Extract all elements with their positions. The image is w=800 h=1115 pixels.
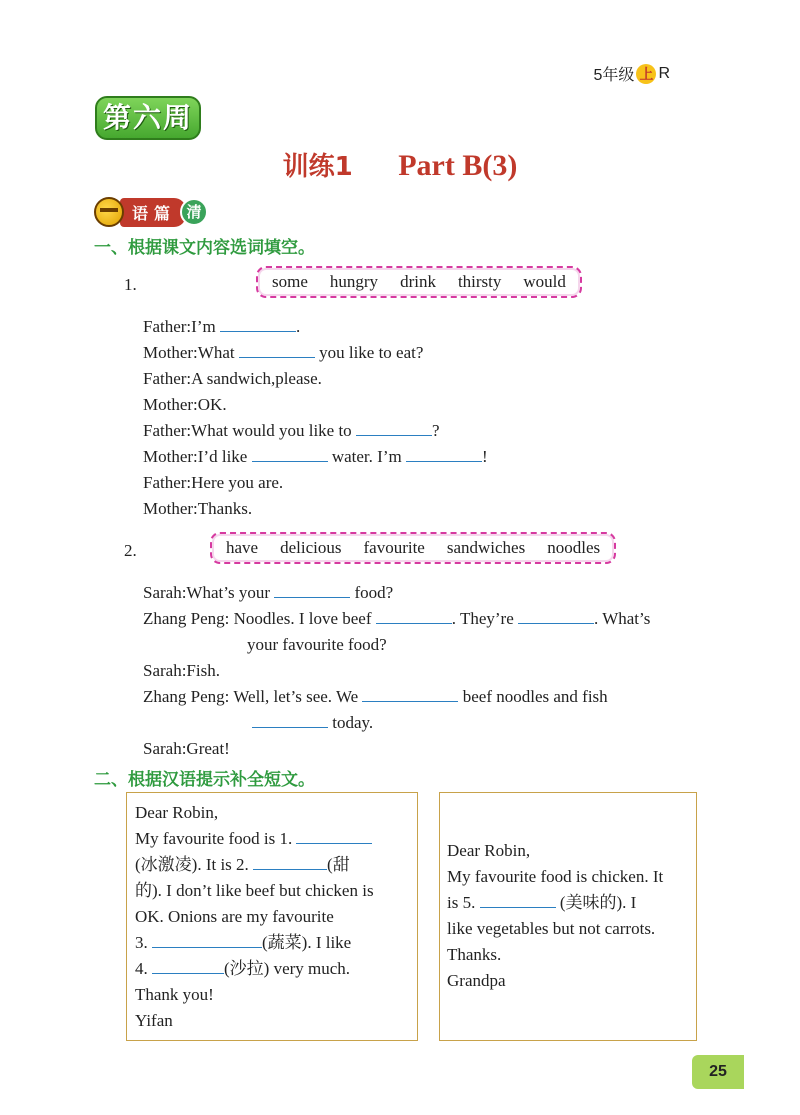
letter-line: Thank you! bbox=[135, 985, 214, 1004]
answer-blank[interactable] bbox=[362, 687, 458, 702]
week-badge: 第六周 bbox=[95, 96, 201, 140]
dialog-line: Mother:What you like to eat? bbox=[143, 343, 424, 362]
dialog-line: today. bbox=[252, 713, 373, 733]
title-part: Part B(3) bbox=[398, 149, 518, 182]
grade-label bbox=[594, 62, 670, 85]
answer-blank[interactable] bbox=[239, 343, 315, 358]
letter-line: Thanks. bbox=[447, 945, 502, 964]
dialog-line: Sarah:What’s your food? bbox=[143, 583, 394, 602]
answer-blank[interactable] bbox=[480, 893, 556, 908]
letter-line: Dear Robin, bbox=[135, 803, 219, 822]
page-number: 25 bbox=[692, 1055, 744, 1089]
dialog-line: Father:What would you like to ? bbox=[143, 421, 440, 440]
answer-blank[interactable] bbox=[296, 829, 372, 844]
dialog-line: Mother:I’d like water. I’m ! bbox=[143, 447, 488, 466]
word-bank-item: hungry bbox=[329, 272, 379, 291]
question-2-heading: 二、根据汉语提示补全短文。 bbox=[94, 770, 315, 790]
word-bank-item: delicious bbox=[280, 538, 342, 557]
bee-icon bbox=[94, 197, 124, 227]
letter-1 bbox=[135, 800, 407, 1034]
letter-line: like vegetables but not carrots. bbox=[447, 919, 656, 938]
word-bank-item: noodles bbox=[547, 538, 601, 557]
letter-line: 4. (沙拉) very much. bbox=[135, 959, 351, 978]
letter-line: 3. (蔬菜). I like bbox=[135, 933, 352, 952]
letter-line: (冰激凌). It is 2. (甜 bbox=[135, 855, 350, 874]
answer-blank[interactable] bbox=[406, 447, 482, 462]
page-title bbox=[0, 146, 800, 183]
letter-line: My favourite food is chicken. It bbox=[447, 867, 664, 886]
word-bank-item: would bbox=[523, 272, 566, 291]
question-1-heading: 一、根据课文内容选词填空。 bbox=[94, 238, 315, 258]
letter-line: is 5. (美味的). I bbox=[447, 893, 637, 912]
answer-blank[interactable] bbox=[253, 855, 327, 870]
letter-line: Dear Robin, bbox=[447, 841, 531, 860]
word-bank-item: thirsty bbox=[457, 272, 502, 291]
word-bank-1 bbox=[256, 266, 582, 298]
letter-line: 的). I don’t like beef but chicken is bbox=[135, 881, 374, 900]
section-badge bbox=[94, 198, 208, 226]
answer-blank[interactable] bbox=[220, 317, 296, 332]
dialog-line: Mother:Thanks. bbox=[143, 499, 253, 518]
section-label: 语篇 bbox=[120, 198, 186, 227]
dialog-line: Mother:OK. bbox=[143, 395, 227, 414]
answer-blank[interactable] bbox=[518, 609, 594, 624]
dialog-line: Father:Here you are. bbox=[143, 473, 284, 492]
answer-blank[interactable] bbox=[152, 959, 224, 974]
answer-blank[interactable] bbox=[252, 713, 328, 728]
word-bank-item: favourite bbox=[363, 538, 425, 557]
letter-line: Grandpa bbox=[447, 971, 506, 990]
dialog-line: Sarah:Great! bbox=[143, 739, 230, 758]
dialog-line: Zhang Peng: Well, let’s see. We beef noodles and fish bbox=[143, 687, 608, 706]
word-bank-item: drink bbox=[400, 272, 436, 291]
letter-2 bbox=[447, 838, 687, 994]
section-mark-icon: 清 bbox=[180, 198, 208, 226]
dialog-line: Father:I’m . bbox=[143, 317, 301, 336]
exercise-2-number: 2. bbox=[124, 541, 137, 560]
dialog-line: Zhang Peng: Noodles. I love beef . They’re . What’s bbox=[143, 609, 651, 628]
title-training: 训练1 bbox=[282, 152, 353, 182]
answer-blank[interactable] bbox=[152, 933, 262, 948]
grade-text: 5年级 bbox=[593, 67, 635, 84]
answer-blank[interactable] bbox=[274, 583, 350, 598]
word-bank-2 bbox=[210, 532, 616, 564]
exercise-1-number: 1. bbox=[124, 275, 137, 294]
grade-mark-icon: 上 bbox=[636, 64, 656, 84]
letter-line: Yifan bbox=[135, 1011, 173, 1030]
answer-blank[interactable] bbox=[252, 447, 328, 462]
word-bank-item: have bbox=[226, 538, 259, 557]
dialog-line: Sarah:Fish. bbox=[143, 661, 220, 680]
answer-blank[interactable] bbox=[376, 609, 452, 624]
word-bank-item: some bbox=[272, 272, 308, 291]
answer-blank[interactable] bbox=[356, 421, 432, 436]
letter-line: OK. Onions are my favourite bbox=[135, 907, 334, 926]
dialog-line: Father:A sandwich,please. bbox=[143, 369, 322, 388]
edition-letter: R bbox=[658, 64, 670, 82]
word-bank-item: sandwiches bbox=[446, 538, 526, 557]
dialog-line: your favourite food? bbox=[247, 635, 387, 654]
letter-line: My favourite food is 1. bbox=[135, 826, 407, 852]
